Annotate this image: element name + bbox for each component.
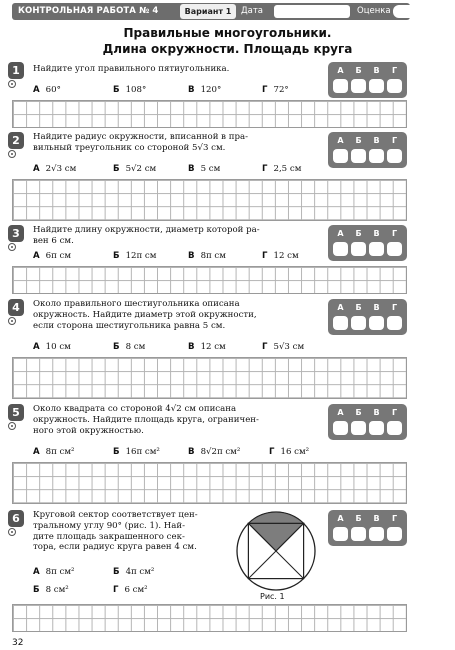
task-number: 1 (8, 62, 24, 79)
variant-badge: Вариант 1 (180, 4, 236, 19)
answer-cell-b[interactable] (351, 316, 366, 330)
answer-cell-c[interactable] (369, 79, 384, 93)
answer-b: Б 5√2 см (113, 164, 157, 174)
answer-a: А 8π см² (33, 447, 75, 457)
answer-cell-d[interactable] (387, 149, 402, 163)
figure-circle-square (234, 509, 318, 593)
bullet-icon (8, 317, 16, 325)
work-grid[interactable] (12, 266, 407, 294)
task-number: 2 (8, 132, 24, 149)
answer-cell-b[interactable] (351, 79, 366, 93)
answer-box: А Б В Г (328, 62, 407, 98)
answer-cell-b[interactable] (351, 242, 366, 256)
answer-b: Б 108° (113, 85, 147, 95)
task-number: 6 (8, 510, 24, 527)
header-bar (12, 3, 410, 20)
answer-cell-d[interactable] (387, 527, 402, 541)
bullet-icon (8, 422, 16, 430)
bullet-icon (8, 243, 16, 251)
task-number: 5 (8, 404, 24, 421)
answer-cell-d[interactable] (387, 79, 402, 93)
answer-cell-b[interactable] (351, 527, 366, 541)
question-text: Около квадрата со стороной 4√2 см описана окружность. Найдите площадь круга, ограничен- ного этой окружностью. (33, 404, 259, 436)
page-title-line1: Правильные многоугольники. (123, 26, 332, 40)
page-title-line2: Длина окружности. Площадь круга (102, 42, 353, 56)
answer-a: А 6π см (33, 251, 72, 261)
answer-a: А 8π см² (33, 567, 75, 577)
answer-d: Г 2,5 см (262, 164, 302, 174)
work-grid[interactable] (12, 462, 407, 504)
answer-b: Б 12π см (113, 251, 157, 261)
answer-c: В 12 см (188, 342, 226, 352)
bullet-icon (8, 80, 16, 88)
answer-cell-d[interactable] (387, 242, 402, 256)
answer-d: Г 6 см² (113, 585, 148, 595)
answer-box: А Б В Г (328, 225, 407, 261)
test-title: КОНТРОЛЬНАЯ РАБОТА № 4 (18, 6, 159, 16)
answer-d: Г 12 см (262, 251, 299, 261)
grade-field[interactable] (393, 5, 419, 18)
date-label: Дата (241, 6, 264, 16)
question-text: Круговой сектор соответствует цен- тральному углу 90° (рис. 1). Най- дите площадь закрашенного сек- тора, если радиус круга равен 4 см. (33, 510, 198, 553)
answer-c: В 120° (188, 85, 222, 95)
answer-cell-c[interactable] (369, 421, 384, 435)
answer-c: В 8π см (188, 251, 226, 261)
answer-cell-a[interactable] (333, 527, 348, 541)
answer-b: Б 8 см (113, 342, 146, 352)
answer-box: А Б В Г (328, 510, 407, 546)
answer-a: А 10 см (33, 342, 71, 352)
answer-cell-c[interactable] (369, 527, 384, 541)
bullet-icon (8, 528, 16, 536)
question-text: Найдите угол правильного пятиугольника. (33, 64, 230, 74)
answer-cell-d[interactable] (387, 316, 402, 330)
answer-cell-b[interactable] (351, 149, 366, 163)
answer-box: А Б В Г (328, 404, 407, 440)
question-text: Около правильного шестиугольника описана окружность. Найдите диаметр этой окружности, если сторона шестиугольника равна 5 см. (33, 299, 257, 331)
grade-label: Оценка (357, 6, 391, 16)
answer-cell-b[interactable] (351, 421, 366, 435)
work-grid[interactable] (12, 179, 407, 221)
answer-c: Б 8 см² (33, 585, 69, 595)
answer-a: А 2√3 см (33, 164, 77, 174)
answer-cell-c[interactable] (369, 149, 384, 163)
answer-cell-a[interactable] (333, 79, 348, 93)
work-grid[interactable] (12, 357, 407, 399)
answer-b: Б 16π см² (113, 447, 160, 457)
answer-c: В 5 см (188, 164, 221, 174)
answer-cell-c[interactable] (369, 242, 384, 256)
figure-caption: Рис. 1 (260, 592, 285, 601)
answer-d: Г 72° (262, 85, 289, 95)
bullet-icon (8, 150, 16, 158)
answer-box: А Б В Г (328, 299, 407, 335)
answer-d: Г 5√3 см (262, 342, 305, 352)
work-grid[interactable] (12, 100, 407, 128)
page-number: 32 (12, 638, 24, 648)
shaded-segment (248, 512, 303, 523)
answer-b: Б 4π см² (113, 567, 155, 577)
answer-a: А 60° (33, 85, 61, 95)
task-number: 4 (8, 299, 24, 316)
answer-cell-d[interactable] (387, 421, 402, 435)
task-number: 3 (8, 225, 24, 242)
answer-cell-a[interactable] (333, 316, 348, 330)
answer-cell-a[interactable] (333, 149, 348, 163)
answer-box: А Б В Г (328, 132, 407, 168)
work-grid[interactable] (12, 604, 407, 632)
question-text: Найдите длину окружности, диаметр которой ра- вен 6 см. (33, 225, 260, 246)
answer-d: Г 16 см² (269, 447, 310, 457)
answer-cell-a[interactable] (333, 421, 348, 435)
answer-cell-a[interactable] (333, 242, 348, 256)
answer-cell-c[interactable] (369, 316, 384, 330)
question-text: Найдите радиус окружности, вписанной в пра- вильный треугольник со стороной 5√3 см. (33, 132, 248, 153)
answer-c: В 8√2π см² (188, 447, 241, 457)
date-field[interactable] (274, 5, 350, 18)
